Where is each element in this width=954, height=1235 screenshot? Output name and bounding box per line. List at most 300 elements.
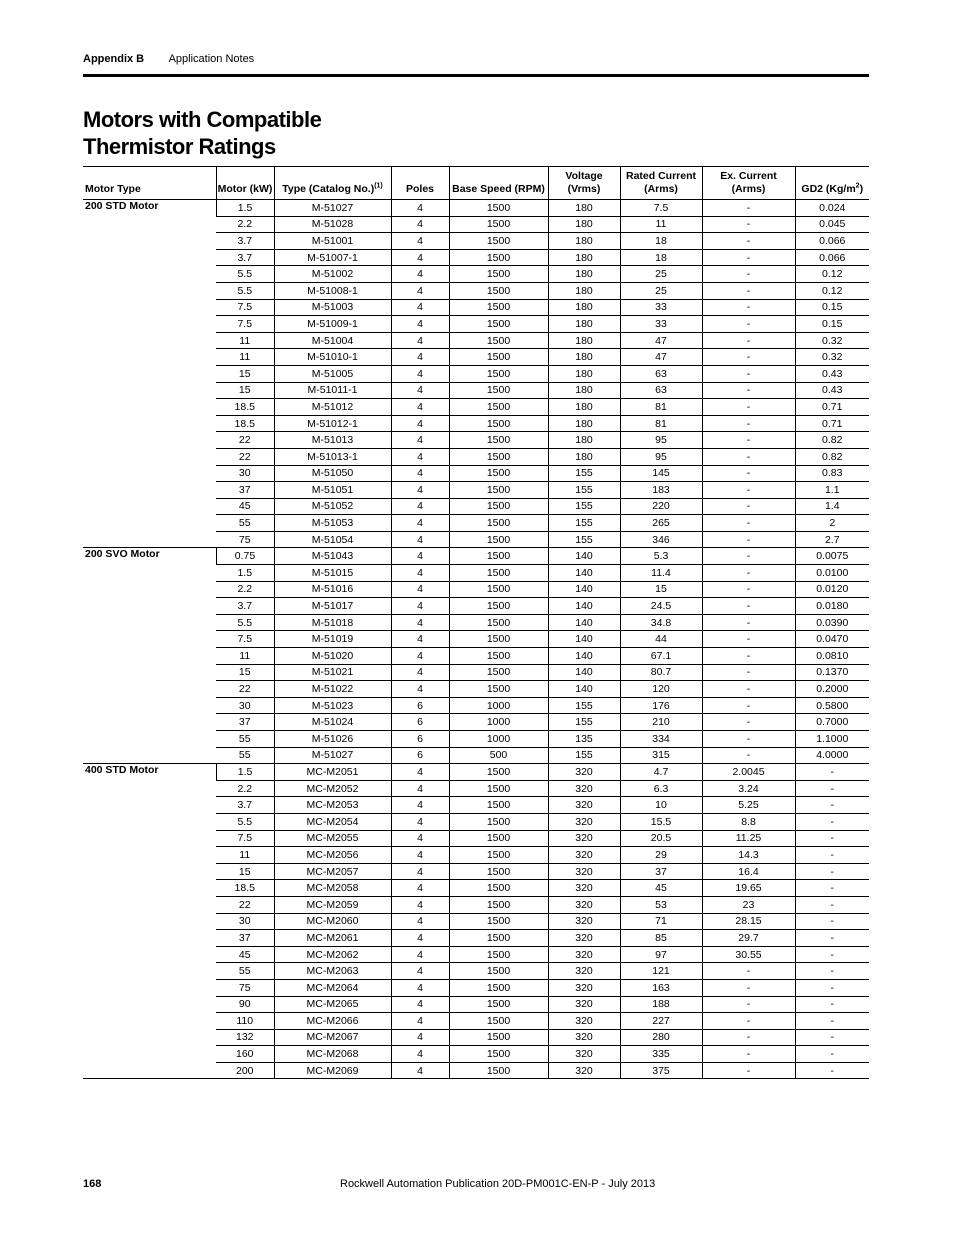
cell-rated-current: 334 [620,731,702,748]
col-header-motor-type: Motor Type [83,167,216,200]
cell-base-speed: 1500 [449,565,548,582]
cell-rated-current: 33 [620,316,702,333]
cell-rated-current: 67.1 [620,648,702,665]
cell-poles: 4 [391,648,449,665]
cell-motor-kw: 22 [216,896,274,913]
cell-motor-kw: 90 [216,996,274,1013]
table-row [83,548,869,565]
title-line-1: Motors with Compatible [83,107,322,132]
cell-base-speed: 1500 [449,598,548,615]
cell-base-speed: 1500 [449,863,548,880]
cell-base-speed: 1500 [449,233,548,250]
cell-poles: 4 [391,847,449,864]
cell-voltage: 320 [548,847,620,864]
cell-ex-current: - [702,432,795,449]
cell-motor-kw: 11 [216,648,274,665]
cell-poles: 4 [391,249,449,266]
cell-voltage: 320 [548,764,620,781]
cell-voltage: 320 [548,946,620,963]
cell-ex-current: 16.4 [702,863,795,880]
col-header-ex-current: Ex. Current (Arms) [702,167,795,200]
cell-rated-current: 15.5 [620,813,702,830]
motor-type-cell: 200 STD Motor [83,200,216,548]
cell-catalog-no: MC-M2052 [274,780,391,797]
cell-poles: 4 [391,880,449,897]
cell-ex-current: - [702,332,795,349]
cell-rated-current: 85 [620,930,702,947]
cell-ex-current: - [702,996,795,1013]
cell-gd2: - [795,813,869,830]
cell-catalog-no: M-51024 [274,714,391,731]
cell-motor-kw: 0.75 [216,548,274,565]
cell-base-speed: 1500 [449,797,548,814]
cell-base-speed: 1500 [449,963,548,980]
cell-ex-current: 3.24 [702,780,795,797]
cell-catalog-no: M-51009-1 [274,316,391,333]
cell-gd2: 1.1000 [795,731,869,748]
cell-motor-kw: 1.5 [216,200,274,217]
cell-poles: 4 [391,1046,449,1063]
cell-voltage: 320 [548,780,620,797]
cell-rated-current: 335 [620,1046,702,1063]
cell-poles: 4 [391,664,449,681]
cell-gd2: 4.0000 [795,747,869,764]
cell-rated-current: 121 [620,963,702,980]
cell-motor-kw: 22 [216,681,274,698]
cell-voltage: 155 [548,482,620,499]
cell-motor-kw: 18.5 [216,415,274,432]
motor-type-cell: 200 SVO Motor [83,548,216,764]
cell-poles: 4 [391,548,449,565]
cell-base-speed: 1500 [449,979,548,996]
cell-ex-current: - [702,266,795,283]
cell-ex-current: 19.65 [702,880,795,897]
cell-poles: 4 [391,498,449,515]
col-header-base-speed: Base Speed (RPM) [449,167,548,200]
cell-rated-current: 346 [620,531,702,548]
cell-base-speed: 1500 [449,465,548,482]
cell-motor-kw: 5.5 [216,614,274,631]
cell-catalog-no: M-51010-1 [274,349,391,366]
cell-gd2: 0.15 [795,299,869,316]
motor-type-cell: 400 STD Motor [83,764,216,1079]
cell-catalog-no: MC-M2066 [274,1013,391,1030]
cell-base-speed: 1500 [449,664,548,681]
cell-base-speed: 1500 [449,266,548,283]
cell-voltage: 140 [548,565,620,582]
cell-poles: 4 [391,598,449,615]
cell-gd2: - [795,847,869,864]
cell-ex-current: 11.25 [702,830,795,847]
cell-motor-kw: 7.5 [216,316,274,333]
motor-thermistor-table [83,166,869,1079]
cell-motor-kw: 200 [216,1062,274,1079]
cell-ex-current: 14.3 [702,847,795,864]
cell-motor-kw: 2.2 [216,780,274,797]
col-header-poles: Poles [391,167,449,200]
cell-poles: 4 [391,863,449,880]
cell-ex-current: - [702,581,795,598]
gd2-superscript: 2 [855,182,860,190]
cell-poles: 4 [391,614,449,631]
cell-voltage: 180 [548,415,620,432]
cell-base-speed: 1500 [449,498,548,515]
cell-rated-current: 25 [620,282,702,299]
cell-rated-current: 315 [620,747,702,764]
cell-catalog-no: M-51027 [274,747,391,764]
cell-motor-kw: 11 [216,349,274,366]
cell-catalog-no: MC-M2054 [274,813,391,830]
cell-base-speed: 1500 [449,896,548,913]
cell-voltage: 180 [548,349,620,366]
cell-catalog-no: M-51004 [274,332,391,349]
cell-ex-current: - [702,963,795,980]
cell-motor-kw: 15 [216,664,274,681]
cell-poles: 6 [391,731,449,748]
cell-voltage: 140 [548,614,620,631]
cell-ex-current: - [702,614,795,631]
cell-motor-kw: 37 [216,482,274,499]
cell-voltage: 180 [548,332,620,349]
cell-poles: 4 [391,946,449,963]
cell-voltage: 155 [548,465,620,482]
cell-ex-current: - [702,515,795,532]
cell-motor-kw: 18.5 [216,880,274,897]
cell-voltage: 180 [548,299,620,316]
cell-rated-current: 265 [620,515,702,532]
cell-voltage: 320 [548,1013,620,1030]
cell-poles: 4 [391,515,449,532]
appendix-label: Appendix B [83,53,145,65]
cell-poles: 4 [391,399,449,416]
cell-ex-current: - [702,299,795,316]
cell-catalog-no: M-51007-1 [274,249,391,266]
cell-gd2: 0.15 [795,316,869,333]
cell-gd2: 0.0810 [795,648,869,665]
cell-voltage: 320 [548,1029,620,1046]
cell-gd2: 0.82 [795,432,869,449]
cell-base-speed: 1500 [449,1046,548,1063]
cell-gd2: 0.1370 [795,664,869,681]
cell-motor-kw: 5.5 [216,282,274,299]
cell-base-speed: 1500 [449,1013,548,1030]
cell-rated-current: 47 [620,349,702,366]
cell-base-speed: 1500 [449,930,548,947]
cell-voltage: 320 [548,880,620,897]
cell-voltage: 180 [548,432,620,449]
cell-ex-current: - [702,382,795,399]
cell-motor-kw: 75 [216,531,274,548]
cell-ex-current: - [702,731,795,748]
table-row [83,764,869,781]
cell-rated-current: 37 [620,863,702,880]
page-title [83,106,321,160]
col-header-gd2-text: GD2 (Kg/m [801,183,856,195]
cell-rated-current: 47 [620,332,702,349]
cell-voltage: 180 [548,399,620,416]
cell-catalog-no: MC-M2064 [274,979,391,996]
cell-rated-current: 7.5 [620,200,702,217]
cell-poles: 4 [391,780,449,797]
cell-base-speed: 1500 [449,432,548,449]
cell-poles: 4 [391,316,449,333]
cell-base-speed: 1500 [449,415,548,432]
cell-poles: 4 [391,797,449,814]
cell-voltage: 155 [548,697,620,714]
cell-voltage: 140 [548,581,620,598]
cell-gd2: 1.4 [795,498,869,515]
cell-catalog-no: M-51013 [274,432,391,449]
cell-ex-current: 23 [702,896,795,913]
cell-base-speed: 1500 [449,946,548,963]
cell-rated-current: 18 [620,249,702,266]
cell-poles: 6 [391,714,449,731]
cell-gd2: - [795,913,869,930]
cell-rated-current: 95 [620,432,702,449]
cell-rated-current: 11.4 [620,565,702,582]
cell-gd2: - [795,1013,869,1030]
cell-rated-current: 97 [620,946,702,963]
cell-poles: 4 [391,764,449,781]
cell-rated-current: 45 [620,880,702,897]
cell-catalog-no: M-51003 [274,299,391,316]
cell-poles: 4 [391,448,449,465]
cell-poles: 4 [391,432,449,449]
cell-base-speed: 1500 [449,1029,548,1046]
cell-motor-kw: 1.5 [216,565,274,582]
cell-poles: 4 [391,830,449,847]
cell-gd2: 0.83 [795,465,869,482]
cell-gd2: 2 [795,515,869,532]
cell-gd2: - [795,830,869,847]
cell-poles: 4 [391,332,449,349]
cell-base-speed: 1500 [449,648,548,665]
cell-rated-current: 29 [620,847,702,864]
cell-catalog-no: M-51016 [274,581,391,598]
cell-motor-kw: 15 [216,863,274,880]
cell-base-speed: 1500 [449,1062,548,1079]
cell-base-speed: 1500 [449,913,548,930]
cell-rated-current: 71 [620,913,702,930]
cell-voltage: 155 [548,498,620,515]
cell-base-speed: 1500 [449,830,548,847]
cell-poles: 4 [391,200,449,217]
cell-ex-current: - [702,714,795,731]
cell-catalog-no: M-51017 [274,598,391,615]
cell-voltage: 155 [548,531,620,548]
cell-motor-kw: 45 [216,946,274,963]
cell-catalog-no: MC-M2057 [274,863,391,880]
cell-catalog-no: M-51028 [274,216,391,233]
cell-rated-current: 25 [620,266,702,283]
cell-catalog-no: M-51020 [274,648,391,665]
cell-gd2: 0.0180 [795,598,869,615]
cell-motor-kw: 3.7 [216,249,274,266]
cell-base-speed: 1500 [449,382,548,399]
cell-ex-current: - [702,565,795,582]
cell-gd2: 0.0075 [795,548,869,565]
cell-poles: 4 [391,531,449,548]
cell-poles: 4 [391,365,449,382]
cell-poles: 4 [391,415,449,432]
cell-motor-kw: 30 [216,913,274,930]
cell-voltage: 320 [548,830,620,847]
cell-catalog-no: M-51026 [274,731,391,748]
cell-voltage: 180 [548,249,620,266]
cell-base-speed: 1500 [449,780,548,797]
cell-motor-kw: 2.2 [216,216,274,233]
cell-base-speed: 500 [449,747,548,764]
cell-motor-kw: 1.5 [216,764,274,781]
cell-motor-kw: 5.5 [216,266,274,283]
cell-poles: 4 [391,349,449,366]
cell-ex-current: 28.15 [702,913,795,930]
cell-rated-current: 33 [620,299,702,316]
cell-motor-kw: 7.5 [216,830,274,847]
cell-base-speed: 1500 [449,332,548,349]
cell-voltage: 140 [548,631,620,648]
cell-catalog-no: MC-M2069 [274,1062,391,1079]
cell-ex-current: - [702,200,795,217]
cell-motor-kw: 3.7 [216,233,274,250]
cell-motor-kw: 55 [216,963,274,980]
cell-catalog-no: MC-M2062 [274,946,391,963]
cell-ex-current: - [702,631,795,648]
cell-gd2: - [795,764,869,781]
cell-base-speed: 1500 [449,548,548,565]
cell-ex-current: - [702,349,795,366]
cell-voltage: 180 [548,282,620,299]
cell-gd2: - [795,797,869,814]
cell-base-speed: 1500 [449,282,548,299]
cell-voltage: 180 [548,382,620,399]
cell-base-speed: 1500 [449,764,548,781]
cell-rated-current: 163 [620,979,702,996]
cell-base-speed: 1500 [449,531,548,548]
cell-poles: 4 [391,565,449,582]
cell-motor-kw: 18.5 [216,399,274,416]
cell-poles: 4 [391,282,449,299]
cell-catalog-no: M-51012-1 [274,415,391,432]
cell-ex-current: - [702,648,795,665]
cell-base-speed: 1500 [449,847,548,864]
cell-voltage: 320 [548,1062,620,1079]
cell-gd2: - [795,979,869,996]
cell-catalog-no: MC-M2063 [274,963,391,980]
cell-base-speed: 1500 [449,880,548,897]
cell-catalog-no: M-51015 [274,565,391,582]
cell-voltage: 140 [548,664,620,681]
cell-gd2: - [795,1029,869,1046]
cell-rated-current: 95 [620,448,702,465]
cell-gd2: 0.066 [795,233,869,250]
cell-rated-current: 53 [620,896,702,913]
cell-poles: 4 [391,1013,449,1030]
cell-poles: 4 [391,979,449,996]
section-label: Application Notes [168,53,255,65]
cell-poles: 4 [391,963,449,980]
cell-rated-current: 6.3 [620,780,702,797]
cell-catalog-no: M-51052 [274,498,391,515]
cell-motor-kw: 37 [216,930,274,947]
cell-gd2: 0.71 [795,399,869,416]
cell-motor-kw: 45 [216,498,274,515]
cell-gd2: 0.82 [795,448,869,465]
cell-voltage: 155 [548,515,620,532]
cell-rated-current: 15 [620,581,702,598]
cell-catalog-no: MC-M2053 [274,797,391,814]
cell-gd2: 0.5800 [795,697,869,714]
col-header-voltage: Voltage (Vrms) [548,167,620,200]
cell-base-speed: 1500 [449,448,548,465]
cell-gd2: 0.32 [795,349,869,366]
cell-voltage: 320 [548,979,620,996]
cell-motor-kw: 11 [216,332,274,349]
cell-voltage: 155 [548,747,620,764]
col-header-rated-current: Rated Current (Arms) [620,167,702,200]
cell-voltage: 180 [548,266,620,283]
cell-rated-current: 210 [620,714,702,731]
cell-poles: 4 [391,1029,449,1046]
cell-rated-current: 34.8 [620,614,702,631]
cell-catalog-no: M-51050 [274,465,391,482]
cell-gd2: - [795,863,869,880]
cell-base-speed: 1500 [449,200,548,217]
cell-ex-current: - [702,1029,795,1046]
cell-ex-current: - [702,465,795,482]
cell-ex-current: 30.55 [702,946,795,963]
cell-gd2: 0.12 [795,282,869,299]
cell-rated-current: 280 [620,1029,702,1046]
cell-catalog-no: MC-M2056 [274,847,391,864]
cell-base-speed: 1500 [449,813,548,830]
cell-voltage: 320 [548,930,620,947]
cell-ex-current: - [702,1013,795,1030]
cell-catalog-no: M-51002 [274,266,391,283]
cell-motor-kw: 3.7 [216,797,274,814]
cell-gd2: 0.12 [795,266,869,283]
cell-ex-current: 5.25 [702,797,795,814]
cell-voltage: 140 [548,548,620,565]
cell-catalog-no: MC-M2061 [274,930,391,947]
cell-catalog-no: MC-M2058 [274,880,391,897]
cell-catalog-no: M-51005 [274,365,391,382]
cell-rated-current: 188 [620,996,702,1013]
cell-motor-kw: 37 [216,714,274,731]
cell-poles: 6 [391,747,449,764]
cell-ex-current: 8.8 [702,813,795,830]
cell-rated-current: 11 [620,216,702,233]
cell-ex-current: - [702,365,795,382]
cell-rated-current: 81 [620,415,702,432]
cell-voltage: 180 [548,365,620,382]
cell-catalog-no: MC-M2059 [274,896,391,913]
cell-rated-current: 4.7 [620,764,702,781]
cell-catalog-no: M-51013-1 [274,448,391,465]
cell-rated-current: 18 [620,233,702,250]
cell-catalog-no: M-51008-1 [274,282,391,299]
cell-catalog-no: M-51021 [274,664,391,681]
cell-voltage: 320 [548,913,620,930]
cell-poles: 4 [391,913,449,930]
cell-gd2: 0.0100 [795,565,869,582]
cell-base-speed: 1500 [449,216,548,233]
cell-ex-current: - [702,1062,795,1079]
cell-base-speed: 1500 [449,299,548,316]
cell-rated-current: 227 [620,1013,702,1030]
cell-poles: 4 [391,382,449,399]
col-header-type-text: Type (Catalog No.) [282,183,375,195]
